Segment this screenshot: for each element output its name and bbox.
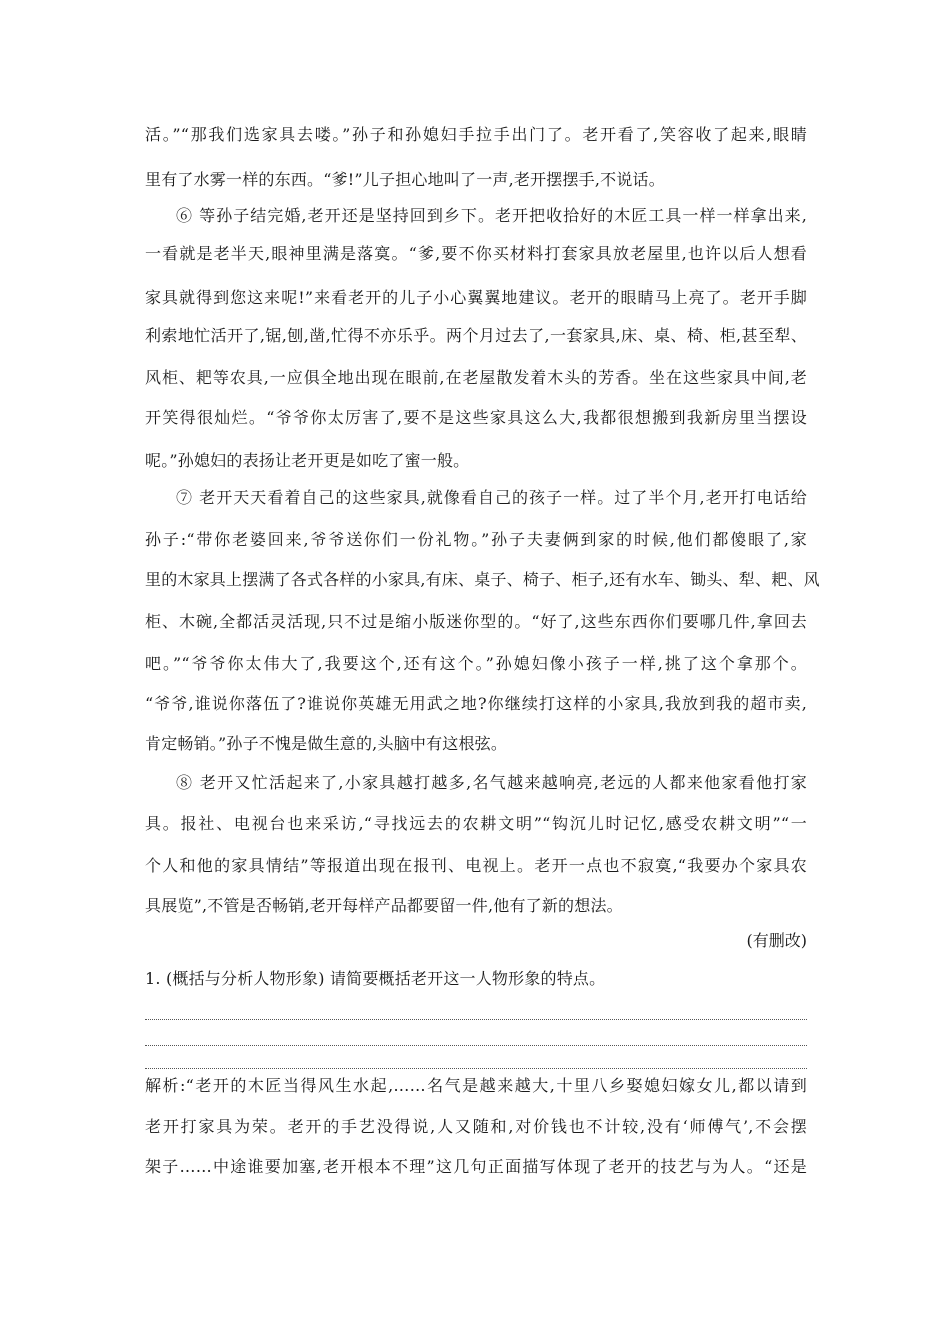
text-line: 一看就是老半天,眼神里满是落寞。“爹,要不你买材料打套家具放老屋里,也许以后人想看 [145,244,807,263]
text-line: 具。报社、电视台也来采访,“寻找远去的农耕文明”“钩沉儿时记忆,感受农耕文明”“一 [145,814,807,833]
text-line: 活。”“那我们选家具去喽。”孙子和孙媳妇手拉手出门了。老开看了,笑容收了起来,眼睛 [145,125,807,144]
text-line: 吧。”“爷爷你太伟大了,我要这个,还有这个。”孙媳妇像小孩子一样,挑了这个拿那个。 [145,654,807,673]
text-line: “爷爷,谁说你落伍了?谁说你英雄无用武之地?你继续打这样的小家具,我放到我的超市卖, [145,694,807,713]
paragraph-8-first-line: ⑧ 老开又忙活起来了,小家具越打越多,名气越来越响亮,老远的人都来他家看他打家 [176,773,807,792]
source-note: (有删改) [746,931,807,950]
text-line: 风柜、耙等农具,一应俱全地出现在眼前,在老屋散发着木头的芳香。坐在这些家具中间,老 [145,368,807,387]
text-line: 孙子:“带你老婆回来,爷爷送你们一份礼物。”孙子夫妻俩到家的时候,他们都傻眼了,家 [145,530,807,549]
text-line: 开笑得很灿烂。“爷爷你太厉害了,要不是这些家具这么大,我都很想搬到我新房里当摆设 [145,408,807,427]
answer-line-1[interactable] [145,1019,807,1020]
answer-line-2[interactable] [145,1045,807,1046]
analysis-text-line: 架子……中途谁要加塞,老开根本不理”这几句正面描写体现了老开的技艺与为人。“还是 [145,1157,807,1176]
paragraph-7-first-line: ⑦ 老开天天看着自己的这些家具,就像看自己的孩子一样。过了半个月,老开打电话给 [176,488,807,507]
analysis-text-line: 老开打家具为荣。老开的手艺没得说,人又随和,对价钱也不计较,没有‘师傅气’,不会摆 [145,1117,807,1136]
question-text: 1. (概括与分析人物形象) 请简要概括老开这一人物形象的特点。 [145,969,606,988]
text-line: 呢。”孙媳妇的表扬让老开更是如吃了蜜一般。 [145,451,470,470]
text-line: 里有了水雾一样的东西。“爹!”儿子担心地叫了一声,老开摆摆手,不说话。 [145,170,665,189]
text-line: 具展览”,不管是否畅销,老开每样产品都要留一件,他有了新的想法。 [145,896,623,915]
paragraph-6-first-line: ⑥ 等孙子结完婚,老开还是坚持回到乡下。老开把收拾好的木匠工具一样一样拿出来, [176,206,807,225]
text-line: 利索地忙活开了,锯,刨,凿,忙得不亦乐乎。两个月过去了,一套家具,床、桌、椅、柜,甚至犁、 [145,326,807,345]
text-line: 个人和他的家具情结”等报道出现在报刊、电视上。老开一点也不寂寞,“我要办个家具农 [145,856,807,875]
text-line: 里的木家具上摆满了各式各样的小家具,有床、桌子、椅子、柜子,还有水车、锄头、犁、耙、风 [145,570,820,589]
answer-line-3[interactable] [145,1068,807,1069]
text-line: 肯定畅销。”孙子不愧是做生意的,头脑中有这根弦。 [145,734,508,753]
text-line: 柜、木碗,全都活灵活现,只不过是缩小版迷你型的。“好了,这些东西你们要哪几件,拿回去 [145,612,807,631]
text-line: 家具就得到您这来呢!”来看老开的儿子小心翼翼地建议。老开的眼睛马上亮了。老开手脚 [145,288,807,307]
analysis-text-line: 解析:“老开的木匠当得风生水起,……名气是越来越大,十里八乡娶媳妇嫁女儿,都以请到 [145,1076,807,1095]
